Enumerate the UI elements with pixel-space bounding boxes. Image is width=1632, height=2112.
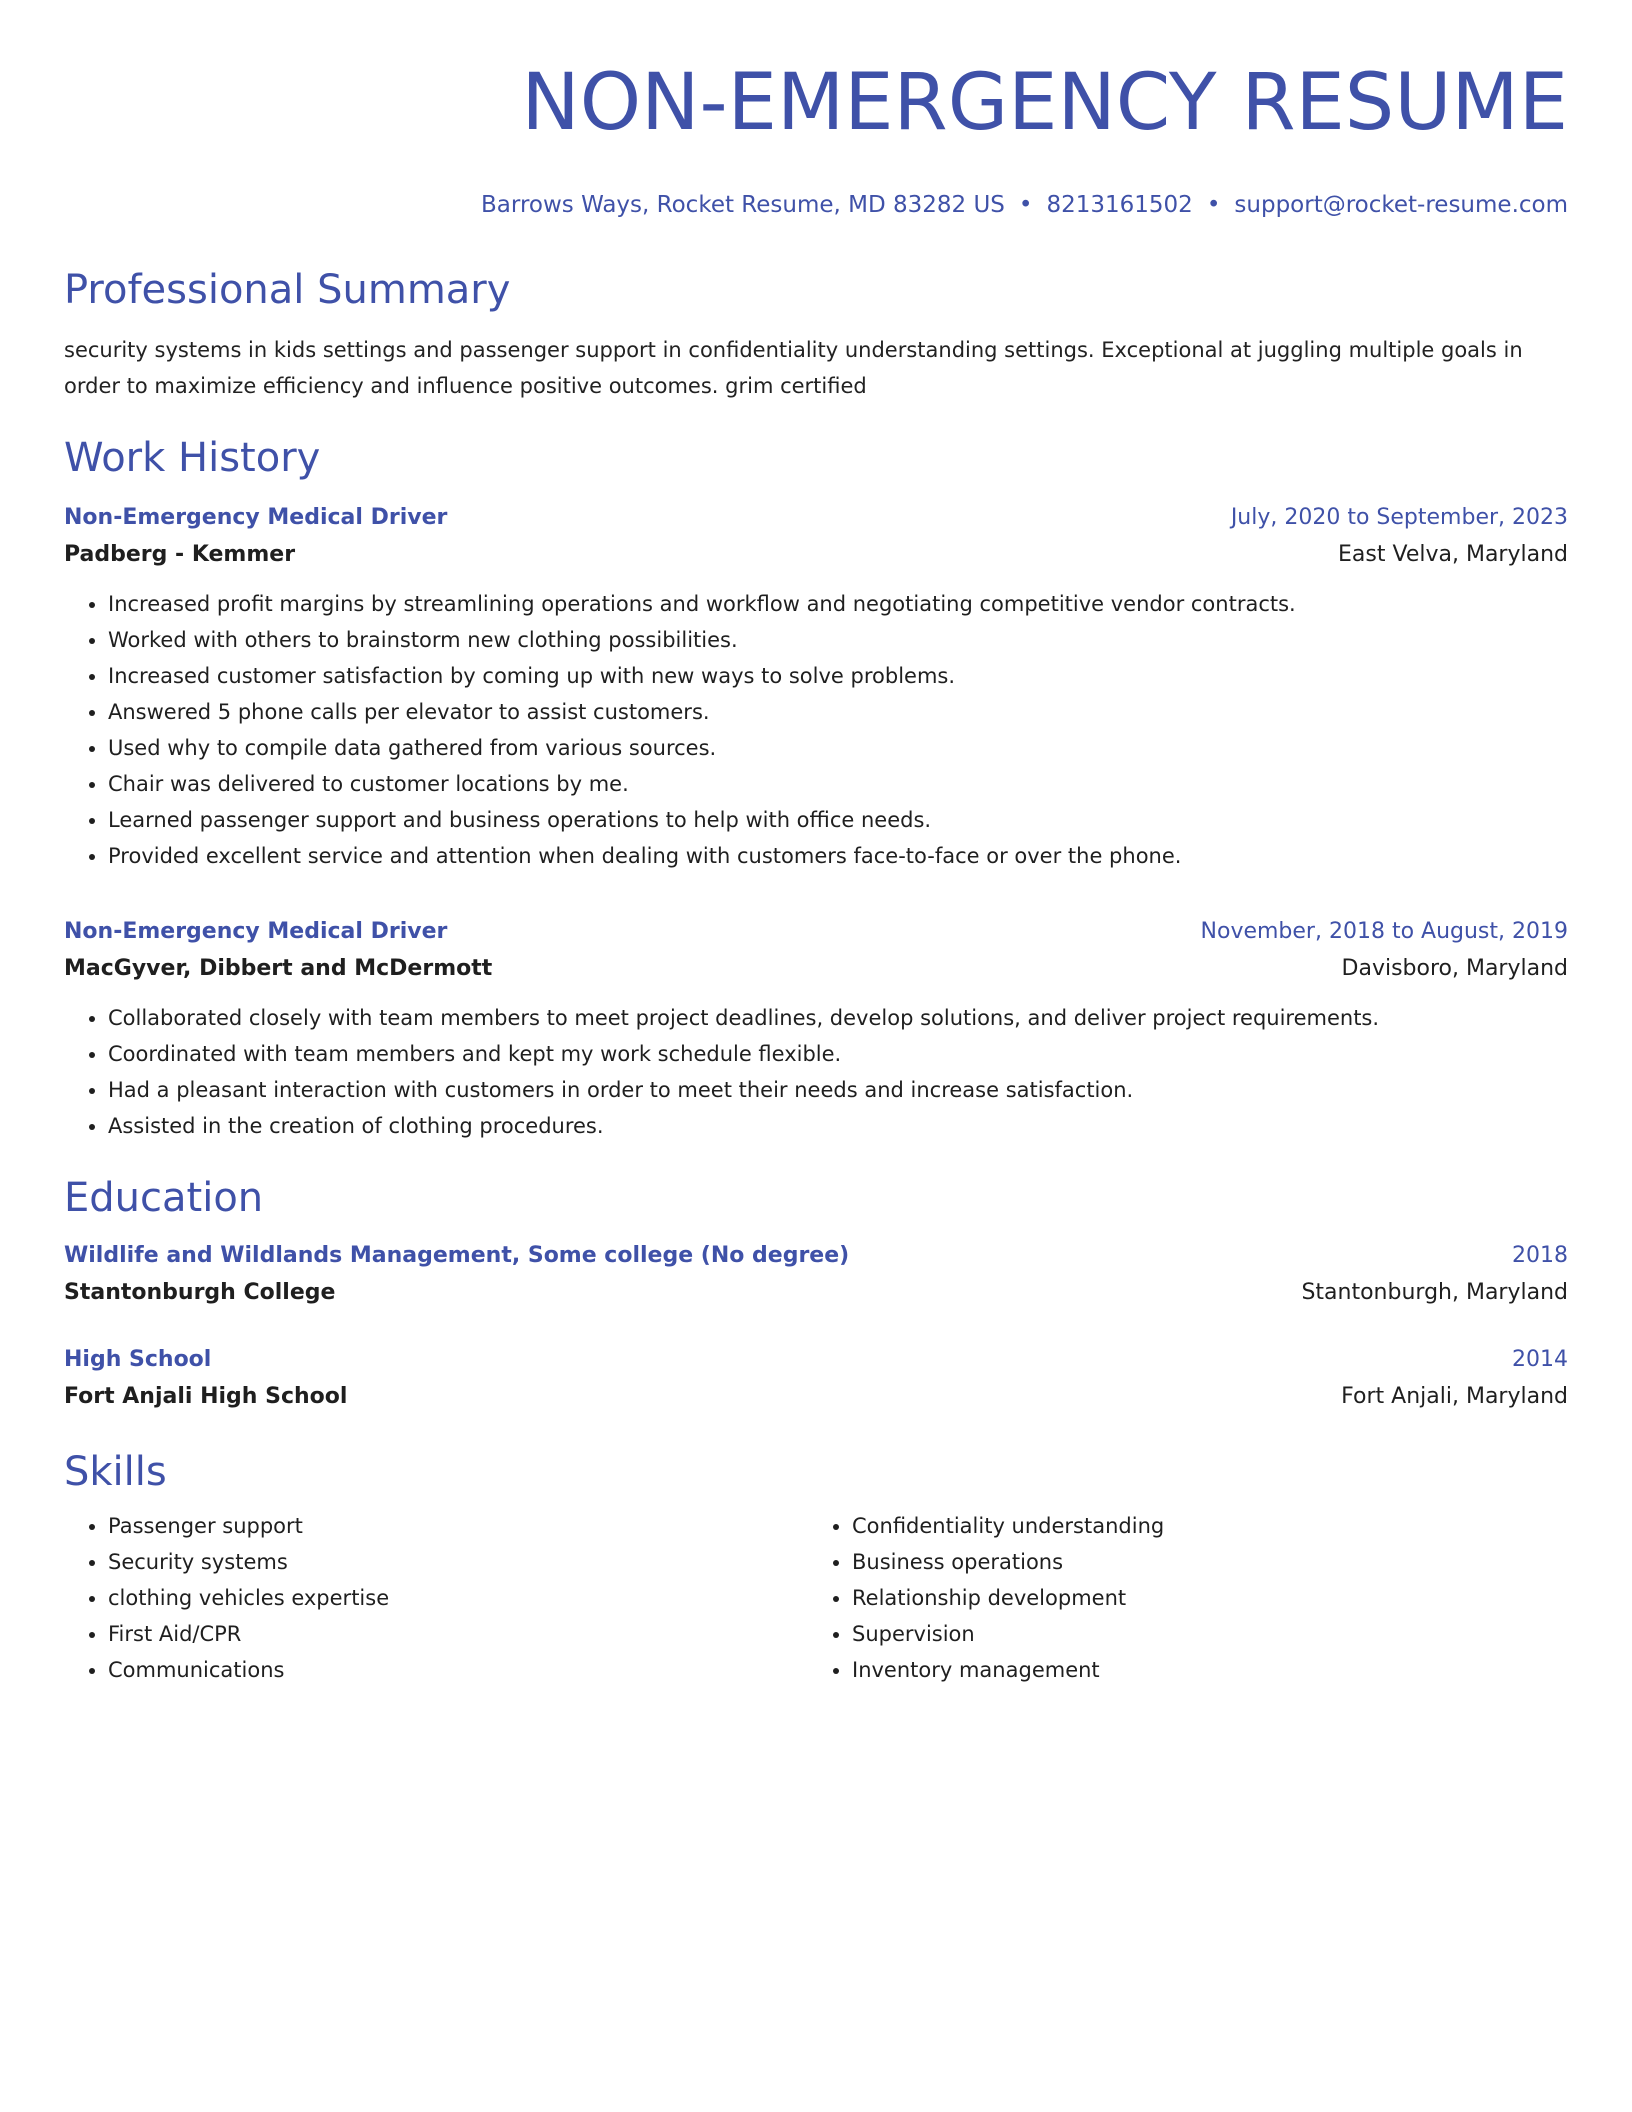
skills-column-left bbox=[64, 1508, 808, 1688]
list-item: • Increased customer satisfaction by coming up with new ways to solve problems. bbox=[108, 658, 1568, 694]
list-item: • Learned passenger support and business operations to help with office needs. bbox=[108, 802, 1568, 838]
list-item: • Inventory management bbox=[852, 1652, 1552, 1688]
education-school-row bbox=[64, 1274, 1568, 1312]
list-item: • Worked with others to brainstorm new clothing possibilities. bbox=[108, 622, 1568, 658]
job-employer: MacGyver, Dibbert and McDermott bbox=[64, 956, 493, 981]
contact-separator: • bbox=[1206, 192, 1221, 218]
work-history-heading: Work History bbox=[64, 435, 321, 481]
resume-name: NON-EMERGENCY RESUME bbox=[521, 58, 1568, 148]
education-entry bbox=[64, 1238, 1568, 1312]
list-item: • Used why to compile data gathered from various sources. bbox=[108, 730, 1568, 766]
list-item: • First Aid/CPR bbox=[108, 1616, 808, 1652]
skills-heading: Skills bbox=[64, 1449, 167, 1495]
summary-text: security systems in kids settings and passenger support in confidentiality understanding settings. Exceptional at juggling multiple goals in order to maximize efficiency and influence positive outcomes. grim certified bbox=[64, 338, 1523, 398]
list-item: • Chair was delivered to customer locations by me. bbox=[108, 766, 1568, 802]
job-entry bbox=[64, 500, 1568, 874]
list-item: • Supervision bbox=[852, 1616, 1552, 1652]
education-heading: Education bbox=[64, 1175, 264, 1221]
education-header-row bbox=[64, 1342, 1568, 1378]
education-location: Stantonburgh, Maryland bbox=[1301, 1280, 1568, 1305]
list-item: • Answered 5 phone calls per elevator to assist customers. bbox=[108, 694, 1568, 730]
list-item: • Business operations bbox=[852, 1544, 1552, 1580]
list-item: • Had a pleasant interaction with customers in order to meet their needs and increase satisfaction. bbox=[108, 1072, 1568, 1108]
skills-column-right bbox=[808, 1508, 1552, 1688]
job-dates: November, 2018 to August, 2019 bbox=[1200, 919, 1568, 944]
job-employer: Padberg - Kemmer bbox=[64, 542, 296, 567]
job-dates: July, 2020 to September, 2023 bbox=[1230, 505, 1568, 530]
list-item: • Relationship development bbox=[852, 1580, 1552, 1616]
list-item: • clothing vehicles expertise bbox=[108, 1580, 808, 1616]
job-employer-row bbox=[64, 950, 1568, 988]
contact-address: Barrows Ways, Rocket Resume, MD 83282 US bbox=[481, 192, 1005, 218]
skills-list bbox=[64, 1508, 1568, 1688]
contact-separator: • bbox=[1018, 192, 1033, 218]
list-item: • Assisted in the creation of clothing procedures. bbox=[108, 1108, 1568, 1144]
list-item: • Security systems bbox=[108, 1544, 808, 1580]
job-header-row bbox=[64, 500, 1568, 536]
contact-line bbox=[64, 190, 1568, 220]
education-year: 2018 bbox=[1512, 1243, 1568, 1268]
contact-phone: 8213161502 bbox=[1046, 192, 1193, 218]
education-year: 2014 bbox=[1512, 1347, 1568, 1372]
education-location: Fort Anjali, Maryland bbox=[1341, 1384, 1568, 1409]
job-bullets bbox=[64, 1000, 1568, 1144]
education-school-row bbox=[64, 1378, 1568, 1416]
education-degree: High School bbox=[64, 1347, 212, 1372]
education-degree: Wildlife and Wildlands Management, Some college (No degree) bbox=[64, 1243, 850, 1268]
list-item: • Collaborated closely with team members to meet project deadlines, develop solutions, and deliver project requirements. bbox=[108, 1000, 1568, 1036]
resume-page bbox=[64, 0, 1568, 1688]
list-item: • Increased profit margins by streamlining operations and workflow and negotiating competitive vendor contracts. bbox=[108, 586, 1568, 622]
job-bullets bbox=[64, 586, 1568, 874]
job-location: Davisboro, Maryland bbox=[1341, 956, 1568, 981]
education-entry bbox=[64, 1342, 1568, 1416]
list-item: • Confidentiality understanding bbox=[852, 1508, 1552, 1544]
education-school: Stantonburgh College bbox=[64, 1280, 336, 1305]
job-employer-row bbox=[64, 536, 1568, 574]
education-header-row bbox=[64, 1238, 1568, 1274]
list-item: • Passenger support bbox=[108, 1508, 808, 1544]
job-location: East Velva, Maryland bbox=[1338, 542, 1568, 567]
job-header-row bbox=[64, 914, 1568, 950]
list-item: • Communications bbox=[108, 1652, 808, 1688]
job-title: Non-Emergency Medical Driver bbox=[64, 505, 448, 530]
list-item: • Coordinated with team members and kept my work schedule flexible. bbox=[108, 1036, 1568, 1072]
job-entry bbox=[64, 914, 1568, 1144]
summary-heading: Professional Summary bbox=[64, 267, 511, 313]
contact-email: support@rocket-resume.com bbox=[1234, 192, 1568, 218]
job-title: Non-Emergency Medical Driver bbox=[64, 919, 448, 944]
education-school: Fort Anjali High School bbox=[64, 1384, 348, 1409]
list-item: • Provided excellent service and attention when dealing with customers face-to-face or over the phone. bbox=[108, 838, 1568, 874]
